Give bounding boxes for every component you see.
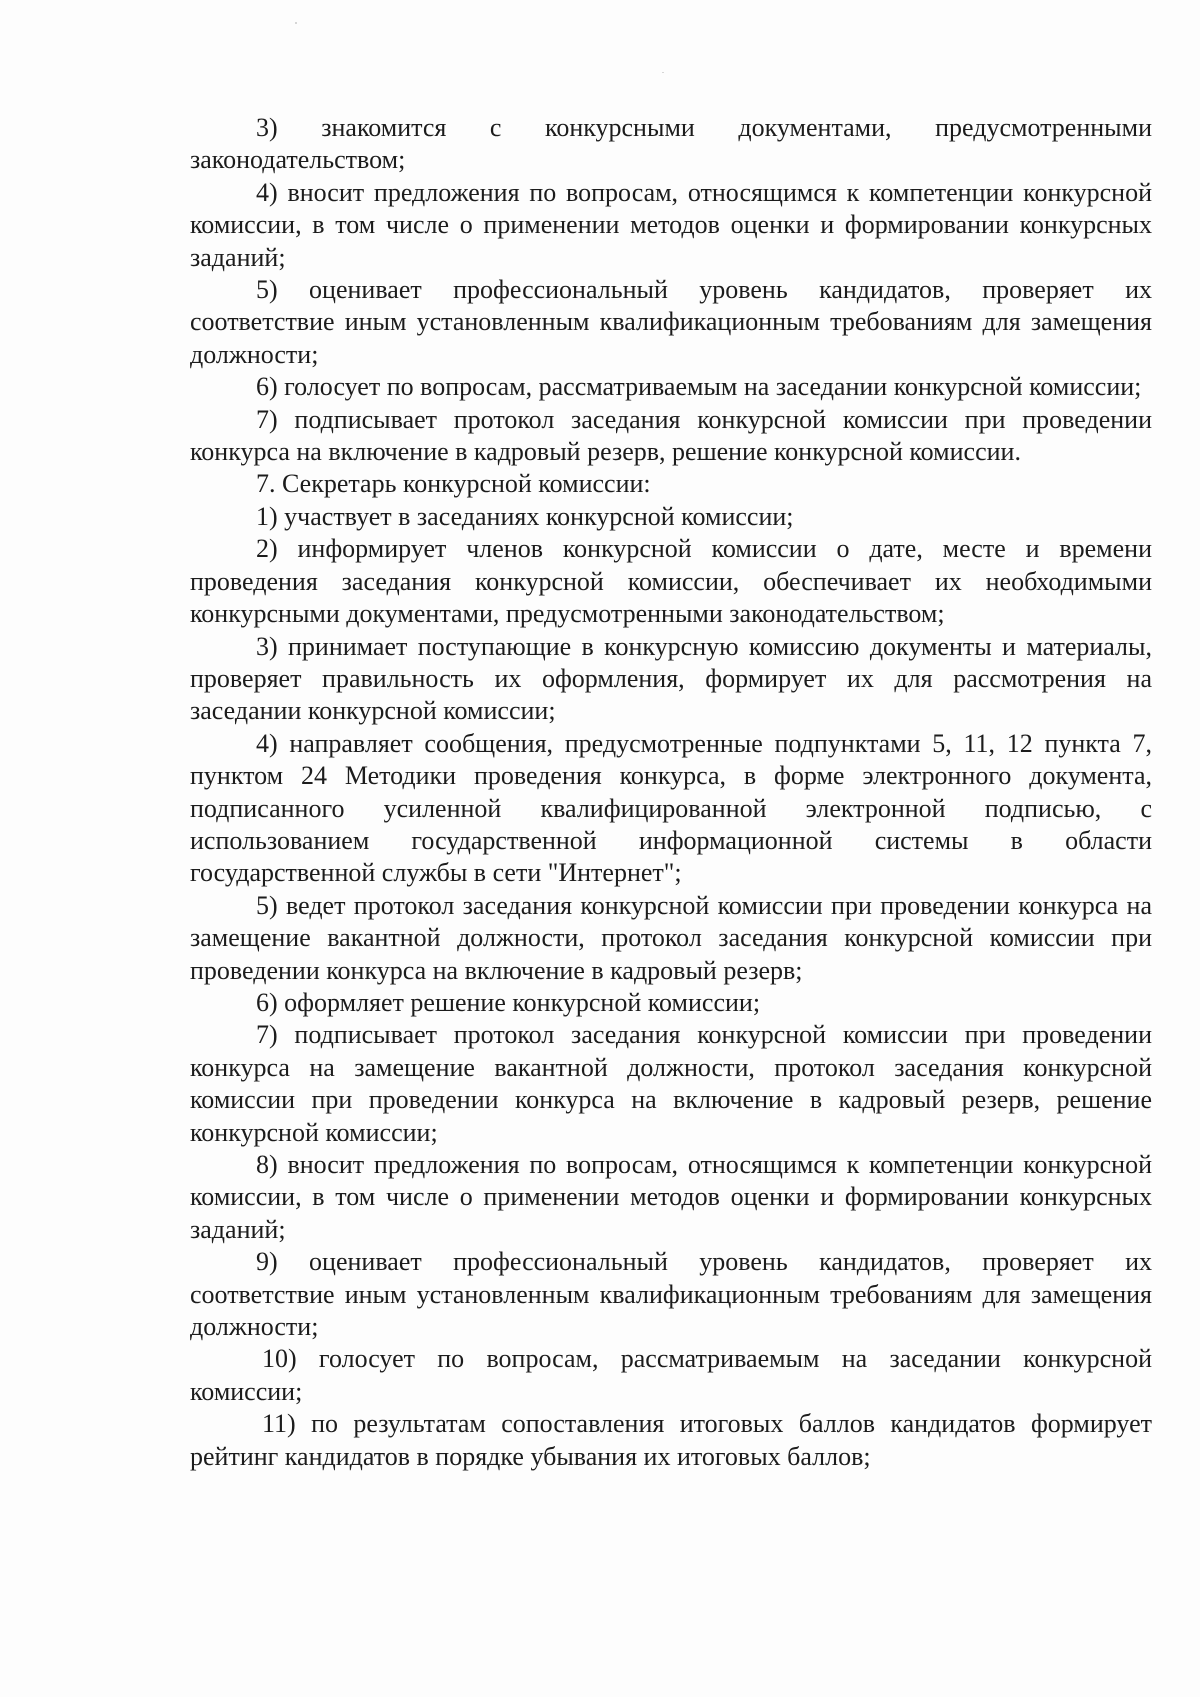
paragraph-item-5: 5) оценивает профессиональный уровень кандидатов, проверяет их соответствие иным установленным квалификационным требованиям для замещения должности; <box>190 275 1152 369</box>
paragraph-item-6: 6) голосует по вопросам, рассматриваемым на заседании конкурсной комиссии; <box>256 372 1142 402</box>
scan-speck <box>295 22 297 24</box>
scan-speck <box>662 72 664 73</box>
paragraph-item-4: 4) вносит предложения по вопросам, относящимся к компетенции конкурсной комиссии, в том числе о применении методов оценки и формировании конкурсных заданий; <box>190 177 1152 272</box>
section-heading-secretary: 7. Секретарь конкурсной комиссии: <box>256 469 651 499</box>
secretary-item-2: 2) информирует членов конкурсной комиссии о дате, месте и времени проведения заседания конкурсной комиссии, обеспечивает их необходимыми конкурсными документами, предусмотренными законодательством; <box>190 534 1152 629</box>
secretary-item-4: 4) направляет сообщения, предусмотренные подпунктами 5, 11, 12 пункта 7, пунктом 24 Методики проведения конкурса, в форме электронного документа, подписанного усиленной квалифицированной электронной подписью, с использованием государственной информационной системы в области государственной службы в сети "Интернет"; <box>190 728 1152 888</box>
secretary-item-10: 10) голосует по вопросам, рассматриваемым на заседании конкурсной комиссии; <box>190 1344 1152 1406</box>
secretary-item-1: 1) участвует в заседаниях конкурсной комиссии; <box>256 501 794 531</box>
secretary-item-3: 3) принимает поступающие в конкурсную комиссию документы и материалы, проверяет правильность их оформления, формирует их для рассмотрения на заседании конкурсной комиссии; <box>190 631 1152 726</box>
paragraph-item-7: 7) подписывает протокол заседания конкурсной комиссии при проведении конкурса на включение в кадровый резерв, решение конкурсной комиссии. <box>190 404 1152 467</box>
paragraph-item-3: 3) знакомится с конкурсными документами, предусмотренными законодательством; <box>190 113 1152 175</box>
secretary-item-11: 11) по результатам сопоставления итоговых баллов кандидатов формирует рейтинг кандидатов в порядке убывания их итоговых баллов; <box>190 1409 1152 1471</box>
secretary-item-8: 8) вносит предложения по вопросам, относящимся к компетенции конкурсной комиссии, в том числе о применении методов оценки и формировании конкурсных заданий; <box>190 1150 1152 1244</box>
secretary-item-5: 5) ведет протокол заседания конкурсной комиссии при проведении конкурса на замещение вакантной должности, протокол заседания конкурсной комиссии при проведении конкурса на включение в кадровый резерв; <box>190 890 1152 985</box>
secretary-item-9: 9) оценивает профессиональный уровень кандидатов, проверяет их соответствие иным установленным квалификационным требованиям для замещения должности; <box>190 1247 1152 1342</box>
secretary-item-6: 6) оформляет решение конкурсной комиссии; <box>256 987 761 1017</box>
document-body <box>190 112 1152 1473</box>
secretary-item-7: 7) подписывает протокол заседания конкурсной комиссии при проведении конкурса на замещение вакантной должности, протокол заседания конкурсной комиссии при проведении конкурса на включение в кадровый резерв, решение конкурсной комиссии; <box>190 1020 1152 1147</box>
